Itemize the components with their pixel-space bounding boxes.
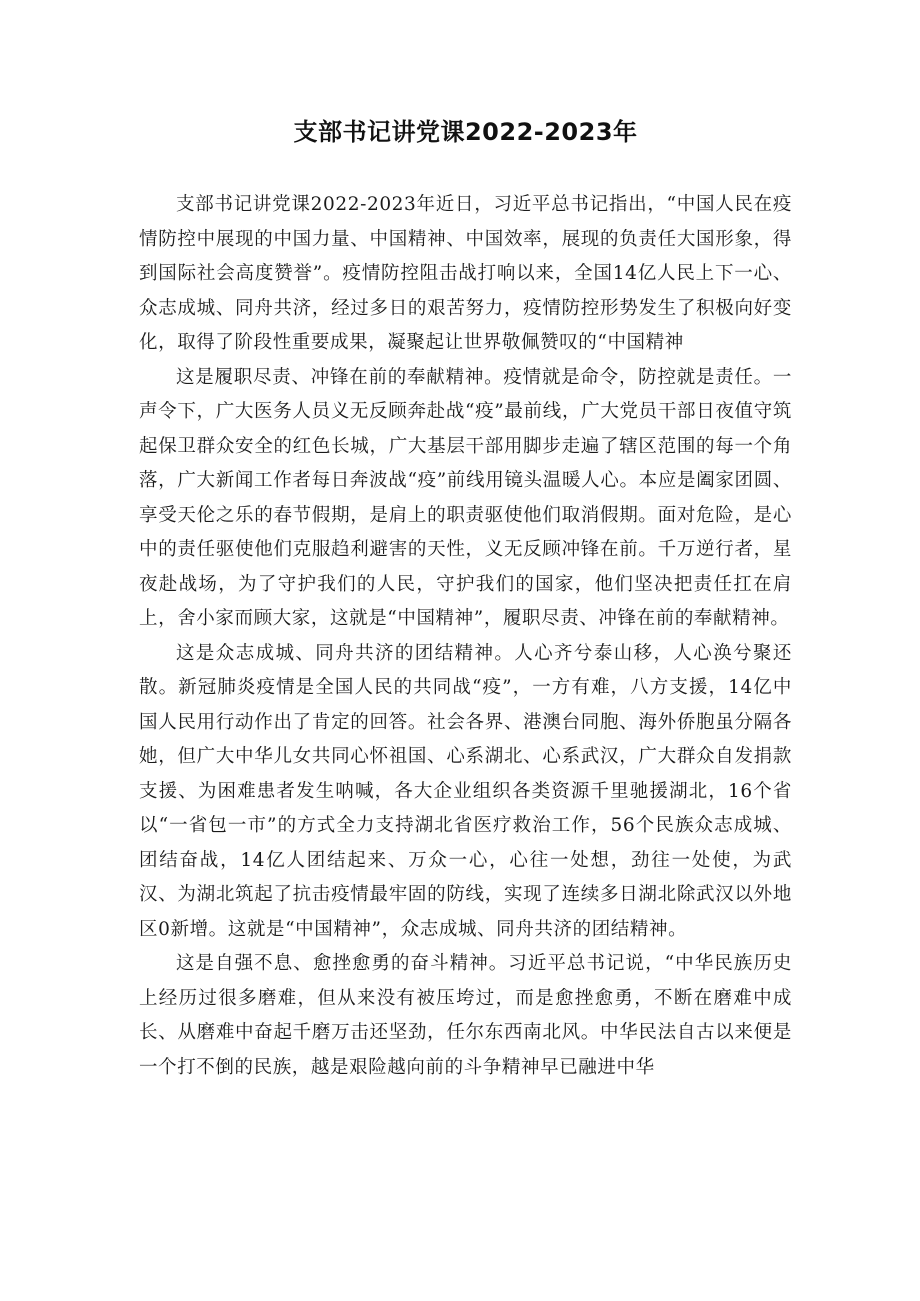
paragraph-dedication-spirit: 这是履职尽责、冲锋在前的奉献精神。疫情就是命令，防控就是责任。一声令下，广大医务人员义无反顾奔赴战“疫”最前线，广大党员干部日夜值守筑起保卫群众安全的红色长城，广大基层干部用脚步走遍了辖区范围的每一个角落，广大新闻工作者每日奔波战“疫”前线用镜头温暖人心。本应是阖家团圆、享受天伦之乐的春节假期，是肩上的职责驱使他们取消假期。面对危险，是心中的责任驱使他们克服趋利避害的天性，义无反顾冲锋在前。千万逆行者，星夜赴战场，为了守护我们的人民，守护我们的国家，他们坚决把责任扛在肩上，舍小家而顾大家，这就是“中国精神”，履职尽责、冲锋在前的奉献精神。 [139, 366, 792, 629]
paragraph-unity-spirit: 这是众志成城、同舟共济的团结精神。人心齐兮泰山移，人心涣兮聚还散。新冠肺炎疫情是全国人民的共同战“疫”，一方有难，八方支援，14亿中国人民用行动作出了肯定的回答。社会各界、港澳台同胞、海外侨胞虽分隔各她，但广大中华儿女共同心怀祖国、心系湖北、心系武汉，广大群众自发捐款支援、为困难患者发生呐喊，各大企业组织各类资源千里驰援湖北，16个省以“一省包一市”的方式全力支持湖北省医疗救治工作，56个民族众志成城、团结奋战，14亿人团结起来、万众一心，心往一处想，劲往一处使，为武汉、为湖北筑起了抗击疫情最牢固的防线，实现了连续多日湖北除武汉以外地区0新增。这就是“中国精神”，众志成城、同舟共济的团结精神。 [139, 642, 792, 940]
paragraph-intro: 支部书记讲党课2022-2023年近日，习近平总书记指出，“中国人民在疫情防控中展现的中国力量、中国精神、中国效率，展现的负责任大国形象，得到国际社会高度赞誉”。疫情防控阻击战打响以来，全国14亿人民上下一心、众志成城、同舟共济，经过多日的艰苦努力，疫情防控形势发生了积极向好变化，取得了阶段性重要成果，凝聚起让世界敬佩赞叹的“中国精神 [139, 194, 792, 353]
paragraph-struggle-spirit: 这是自强不息、愈挫愈勇的奋斗精神。习近平总书记说，“中华民族历史上经历过很多磨难，但从来没有被压垮过，而是愈挫愈勇，不断在磨难中成长、从磨难中奋起千磨万击还坚劲，任尔东西南北风。中华民法自古以来便是一个打不倒的民族，越是艰险越向前的斗争精神早已融进中华 [139, 953, 792, 1078]
document-title: 支部书记讲党课2022-2023年 [293, 118, 638, 146]
